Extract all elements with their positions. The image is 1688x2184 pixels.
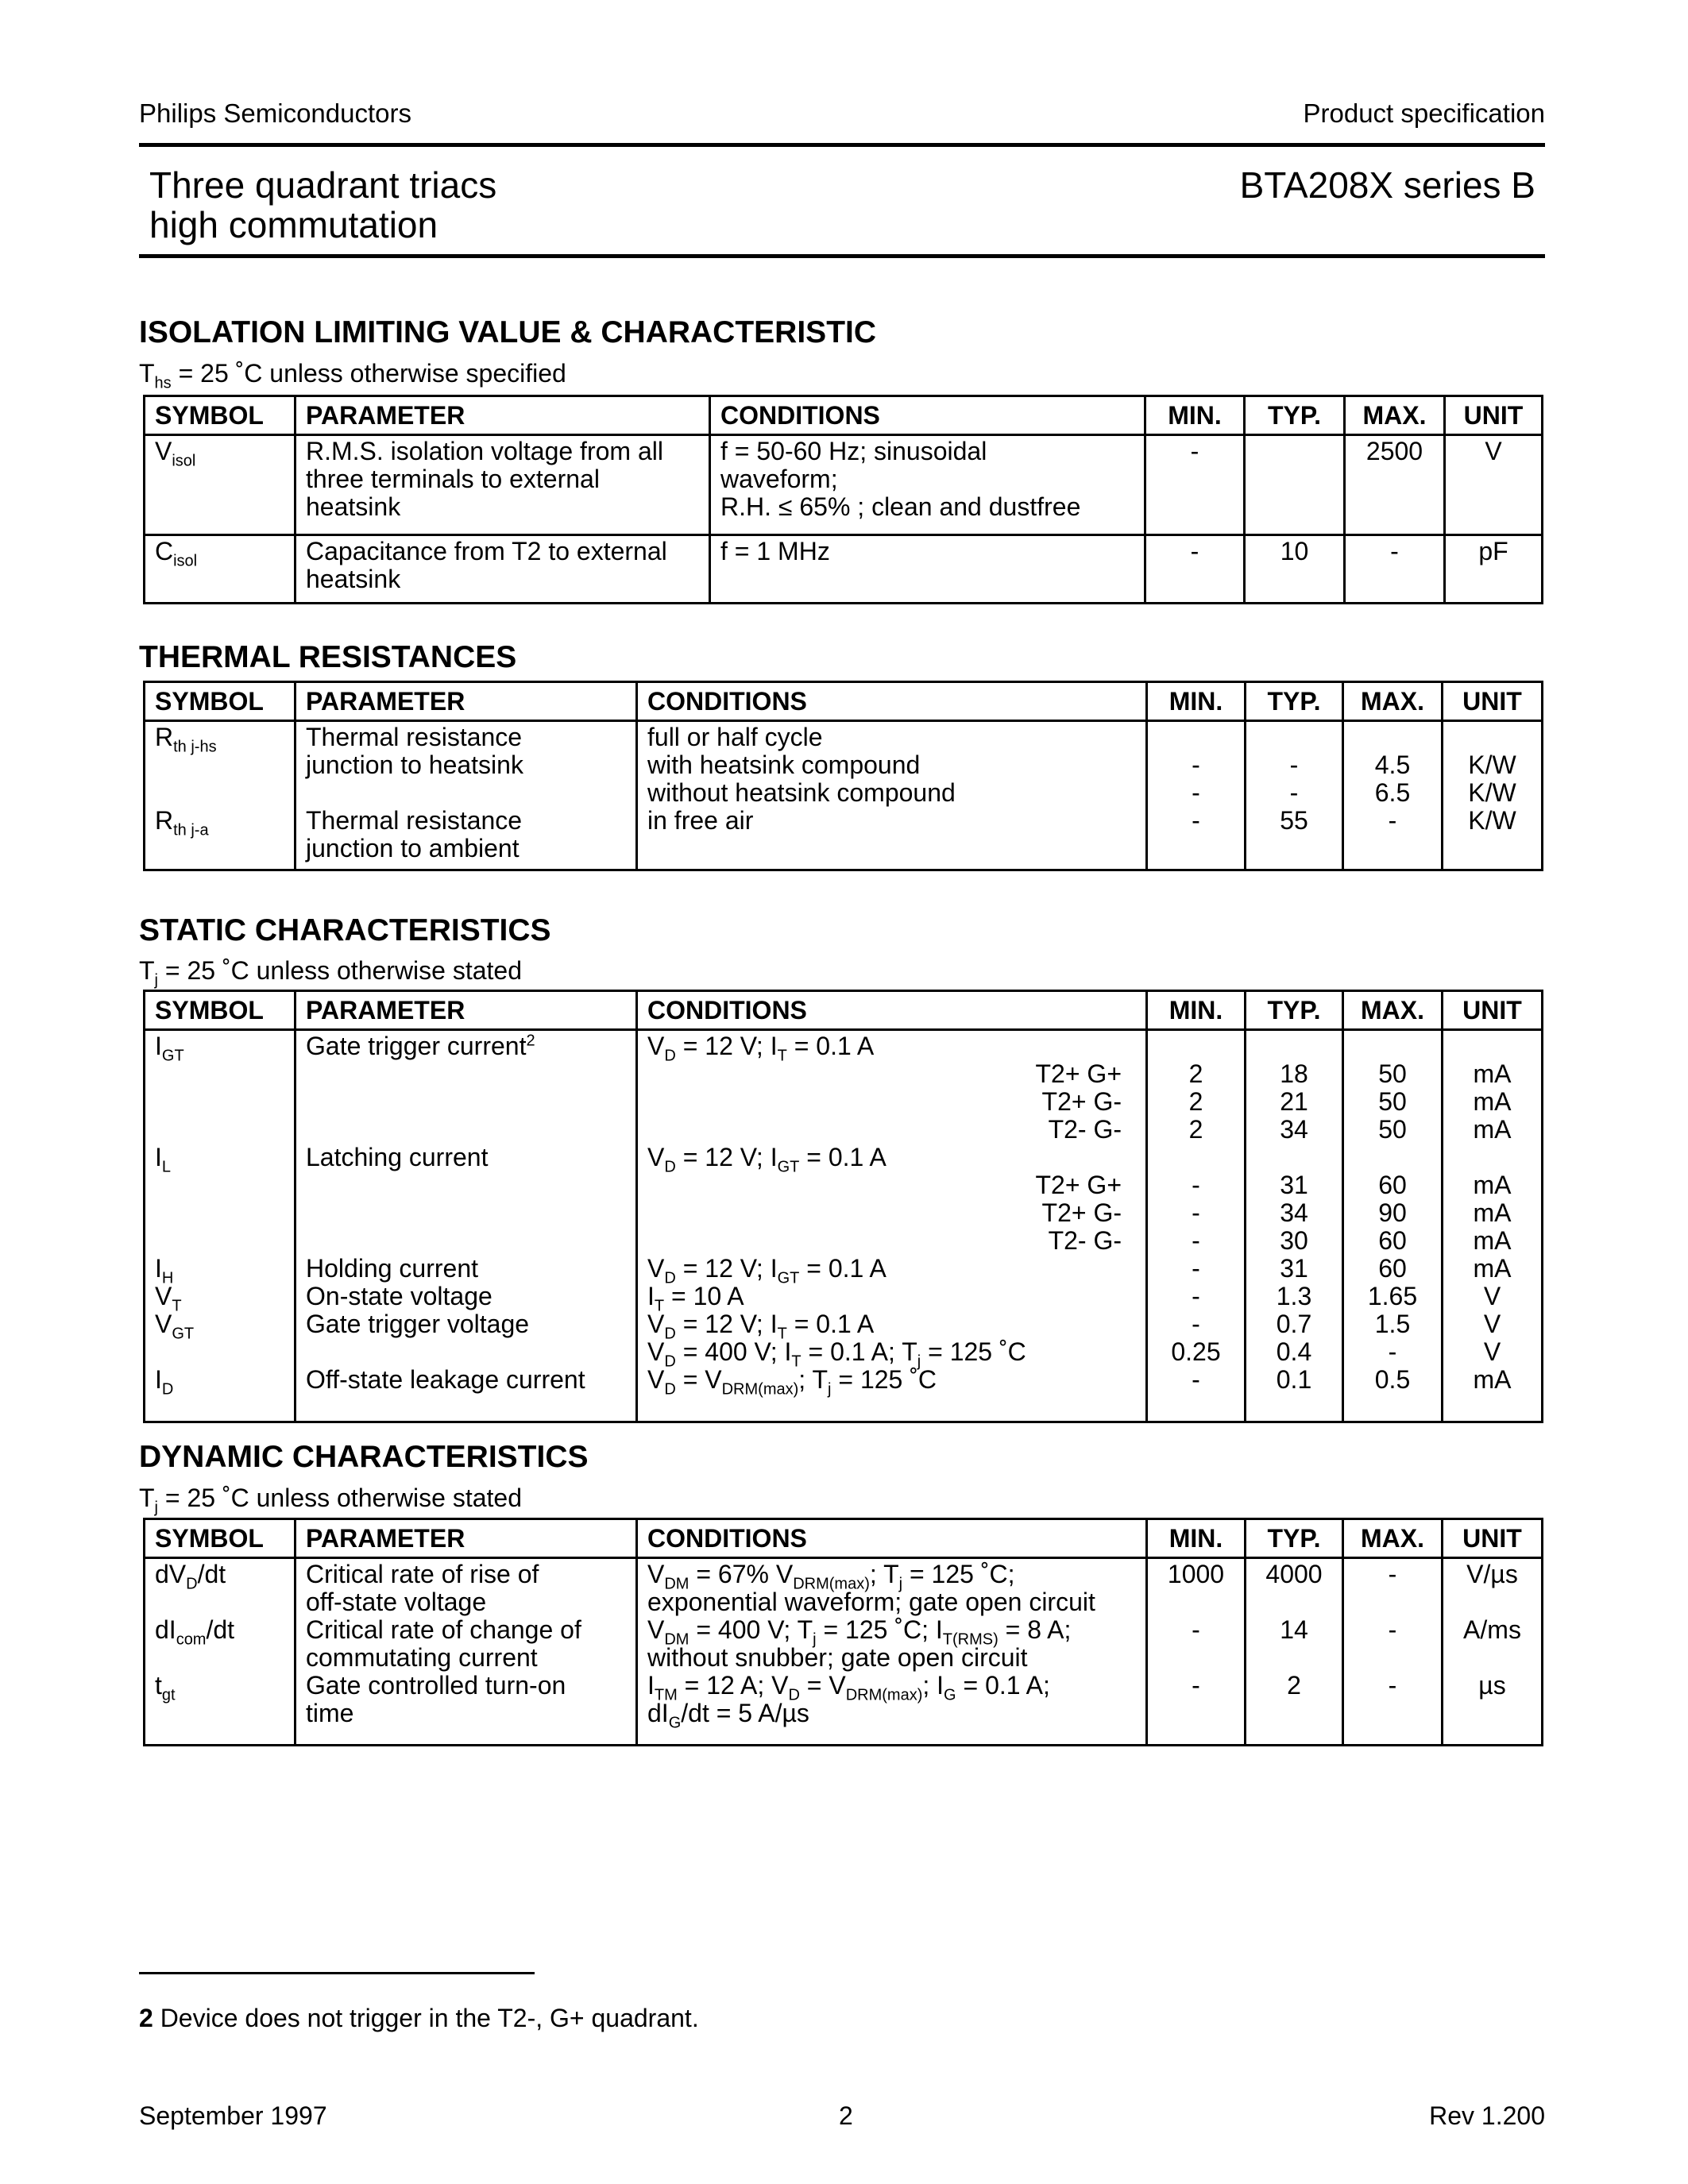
col-symbol: SYMBOL bbox=[145, 396, 295, 435]
col-max: MAX. bbox=[1343, 1519, 1443, 1558]
col-typ: TYP. bbox=[1246, 1519, 1343, 1558]
table-header-row bbox=[145, 682, 1543, 721]
col-conditions: CONDITIONS bbox=[637, 991, 1147, 1030]
col-max: MAX. bbox=[1343, 682, 1443, 721]
symbol-cell: $dV_D/dt$ $dI_{com}/dt$ $t_{gt}$ bbox=[145, 1558, 295, 1746]
table-header-row bbox=[145, 991, 1543, 1030]
max-cell: - bbox=[1345, 535, 1445, 604]
table-row bbox=[145, 535, 1543, 604]
isolation-heading: ISOLATION LIMITING VALUE & CHARACTERISTIC bbox=[139, 315, 877, 349]
typ-cell: 10 bbox=[1245, 535, 1345, 604]
col-parameter: PARAMETER bbox=[295, 396, 710, 435]
conditions-cell: $V_{DM} = 67\%$ $V_{DRM(max)}$; $T_j = 125$ ˚C; exponential waveform; gate open circuit $V_{DM} = 400$ V; $T_j = 125$ ˚C; $I_{T(RMS)} = 8$ A; without snubber; gate open circuit $I_{TM} = 12$ A; $V_D = V_{DRM(max)}$; $I_G = 0.1$ A; $dI_G/dt = 5$ A/µs bbox=[637, 1558, 1147, 1746]
col-typ: TYP. bbox=[1245, 396, 1345, 435]
typ-cell: 18 21 34 31 34 30 31 1.3 0.7 0.4 0.1 bbox=[1246, 1030, 1343, 1422]
dynamic-table bbox=[143, 1518, 1543, 1746]
col-unit: UNIT bbox=[1443, 991, 1543, 1030]
col-symbol: SYMBOL bbox=[145, 991, 295, 1030]
document-title bbox=[149, 165, 496, 245]
col-min: MIN. bbox=[1147, 1519, 1246, 1558]
symbol-cell: $V_{isol}$ bbox=[145, 435, 295, 535]
typ-cell: 4000 14 2 bbox=[1246, 1558, 1343, 1746]
parameter-cell: Critical rate of rise of off-state voltage Critical rate of change of commutating current Gate controlled turn-on time bbox=[295, 1558, 637, 1746]
max-cell: 4.5 6.5 - bbox=[1343, 721, 1443, 870]
min-cell: - - - bbox=[1147, 721, 1246, 870]
isolation-note: $T_{hs} = 25$ ˚C unless otherwise specified bbox=[139, 359, 566, 392]
min-cell: - bbox=[1145, 435, 1245, 535]
col-unit: UNIT bbox=[1445, 396, 1543, 435]
col-min: MIN. bbox=[1147, 682, 1246, 721]
conditions-cell: full or half cycle with heatsink compound without heatsink compound in free air bbox=[637, 721, 1147, 870]
col-symbol: SYMBOL bbox=[145, 682, 295, 721]
col-parameter: PARAMETER bbox=[295, 1519, 637, 1558]
document-type: Product specification bbox=[1303, 98, 1545, 128]
col-parameter: PARAMETER bbox=[295, 682, 637, 721]
col-conditions: CONDITIONS bbox=[637, 682, 1147, 721]
typ-cell bbox=[1245, 435, 1345, 535]
parameter-cell: Gate trigger current$^2$ Latching current Holding current On-state voltage Gate trigger voltage Off-state leakage current bbox=[295, 1030, 637, 1422]
col-max: MAX. bbox=[1343, 991, 1443, 1030]
col-min: MIN. bbox=[1147, 991, 1246, 1030]
unit-cell: pF bbox=[1445, 535, 1543, 604]
col-typ: TYP. bbox=[1246, 991, 1343, 1030]
unit-cell: mA mA mA mA mA mA mA V V V mA bbox=[1443, 1030, 1543, 1422]
table-row bbox=[145, 435, 1543, 535]
max-cell: 2500 bbox=[1345, 435, 1445, 535]
col-unit: UNIT bbox=[1443, 682, 1543, 721]
col-max: MAX. bbox=[1345, 396, 1445, 435]
max-cell: 50 50 50 60 90 60 60 1.65 1.5 - 0.5 bbox=[1343, 1030, 1443, 1422]
company-name: Philips Semiconductors bbox=[139, 98, 411, 128]
col-symbol: SYMBOL bbox=[145, 1519, 295, 1558]
unit-cell: K/W K/W K/W bbox=[1443, 721, 1543, 870]
unit-cell: V bbox=[1445, 435, 1543, 535]
col-typ: TYP. bbox=[1246, 682, 1343, 721]
col-unit: UNIT bbox=[1443, 1519, 1543, 1558]
conditions-cell: $V_D = 12$ V; $I_T = 0.1$ A T2+ G+ T2+ G- T2- G- $V_D = 12$ V; $I_{GT} = 0.1$ A T2+ G+ T2+ G- T2- G- $V_D = 12$ V; $I_{GT} = 0.1$ A $I_T = 10$ A $V_D = 12$ V; $I_T = 0.1$ A $V_D = 400$ V; $I_T = 0.1$ A; $T_j = 125$ ˚C $V_D = V_{DRM(max)}$; $T_j = 125$ ˚C bbox=[637, 1030, 1147, 1422]
conditions-cell: f = 50-60 Hz; sinusoidal waveform; R.H. ≤ 65% ; clean and dustfree bbox=[710, 435, 1145, 535]
footnote-rule bbox=[139, 1972, 535, 1974]
min-cell: - bbox=[1145, 535, 1245, 604]
dynamic-note: $T_j = 25$ ˚C unless otherwise stated bbox=[139, 1484, 523, 1517]
thermal-table bbox=[143, 681, 1543, 871]
col-conditions: CONDITIONS bbox=[710, 396, 1145, 435]
title-line-1: Three quadrant triacs bbox=[149, 164, 497, 206]
footer-revision: Rev 1.200 bbox=[1429, 2101, 1545, 2130]
conditions-cell: f = 1 MHz bbox=[710, 535, 1145, 604]
parameter-cell: R.M.S. isolation voltage from all three terminals to external heatsink bbox=[295, 435, 710, 535]
part-number: BTA208X series B bbox=[1239, 164, 1535, 206]
table-header-row bbox=[145, 1519, 1543, 1558]
min-cell: 2 2 2 - - - - - - 0.25 - bbox=[1147, 1030, 1246, 1422]
dynamic-heading: DYNAMIC CHARACTERISTICS bbox=[139, 1440, 589, 1474]
header-rule bbox=[139, 143, 1545, 147]
table-row bbox=[145, 1030, 1543, 1422]
symbol-cell: $I_{GT}$ $I_L$ $I_H$ $V_T$ $V_{GT}$ $I_D$ bbox=[145, 1030, 295, 1422]
page-number: 2 bbox=[839, 2101, 853, 2130]
title-rule bbox=[139, 254, 1545, 258]
table-row bbox=[145, 1558, 1543, 1746]
col-parameter: PARAMETER bbox=[295, 991, 637, 1030]
static-table bbox=[143, 990, 1543, 1423]
footnote: 2 Device does not trigger in the T2-, G+ quadrant. bbox=[139, 2004, 699, 2032]
isolation-table bbox=[143, 395, 1543, 604]
col-conditions: CONDITIONS bbox=[637, 1519, 1147, 1558]
footer-date: September 1997 bbox=[139, 2101, 327, 2130]
col-min: MIN. bbox=[1145, 396, 1245, 435]
table-row bbox=[145, 721, 1543, 870]
thermal-heading: THERMAL RESISTANCES bbox=[139, 640, 517, 674]
symbol-cell: $R_{th j-hs}$ $R_{th j-a}$ bbox=[145, 721, 295, 870]
max-cell: - - - bbox=[1343, 1558, 1443, 1746]
table-header-row bbox=[145, 396, 1543, 435]
parameter-cell: Capacitance from T2 to external heatsink bbox=[295, 535, 710, 604]
min-cell: 1000 - - bbox=[1147, 1558, 1246, 1746]
parameter-cell: Thermal resistance junction to heatsink Thermal resistance junction to ambient bbox=[295, 721, 637, 870]
static-heading: STATIC CHARACTERISTICS bbox=[139, 913, 551, 947]
typ-cell: - - 55 bbox=[1246, 721, 1343, 870]
symbol-cell: $C_{isol}$ bbox=[145, 535, 295, 604]
unit-cell: V/µs A/ms µs bbox=[1443, 1558, 1543, 1746]
title-line-2: high commutation bbox=[149, 204, 438, 245]
static-note: $T_j = 25$ ˚C unless otherwise stated bbox=[139, 956, 523, 990]
